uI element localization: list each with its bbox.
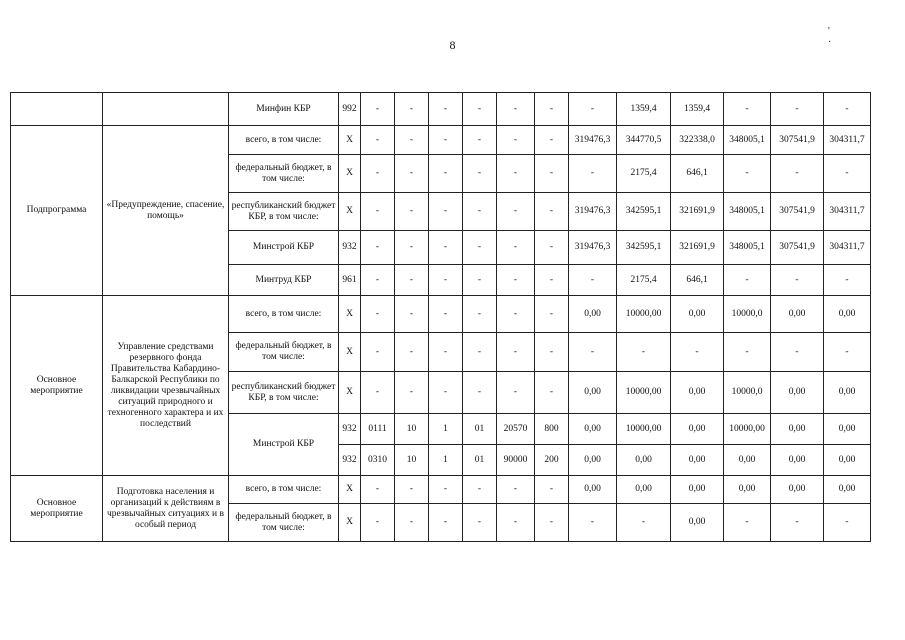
budget-code: - (395, 155, 429, 193)
budget-code: - (463, 126, 497, 155)
section-type: Основное мероприятие (11, 476, 103, 542)
funding-source: Минстрой КБР (229, 231, 339, 265)
section-type: Основное мероприятие (11, 296, 103, 476)
corner-marks: ' · (828, 26, 862, 48)
amount-value: 10000,00 (617, 296, 671, 333)
budget-code: - (463, 504, 497, 542)
amount-value: 0,00 (771, 445, 824, 476)
page-number: 8 (449, 38, 456, 52)
amount-value: 0,00 (771, 372, 824, 414)
budget-code: - (535, 504, 569, 542)
budget-code: 932 (339, 445, 361, 476)
funding-source: всего, в том числе: (229, 476, 339, 504)
funding-source: республиканский бюджет КБР, в том числе: (229, 193, 339, 231)
amount-value: - (724, 155, 771, 193)
budget-code: - (535, 296, 569, 333)
budget-code: - (395, 193, 429, 231)
amount-value: 0,00 (671, 445, 724, 476)
amount-value: - (824, 93, 871, 126)
budget-code: - (463, 296, 497, 333)
budget-code: - (429, 265, 463, 296)
amount-value: 304311,7 (824, 231, 871, 265)
budget-code: - (497, 265, 535, 296)
budget-code: - (463, 231, 497, 265)
budget-code: - (361, 193, 395, 231)
amount-value: - (724, 265, 771, 296)
amount-value: 0,00 (671, 372, 724, 414)
budget-code: - (429, 193, 463, 231)
amount-value: 307541,9 (771, 126, 824, 155)
section-name: Подготовка населения и организаций к действиям в чрезвычайных ситуациях и в особый период (103, 476, 229, 542)
amount-value: - (569, 504, 617, 542)
budget-code: - (463, 372, 497, 414)
budget-code: - (463, 93, 497, 126)
budget-code: - (429, 504, 463, 542)
budget-code: - (395, 126, 429, 155)
funding-source: Минтруд КБР (229, 265, 339, 296)
budget-code: 0310 (361, 445, 395, 476)
amount-value: 10000,00 (617, 414, 671, 445)
budget-code: - (535, 193, 569, 231)
amount-value: 0,00 (824, 414, 871, 445)
amount-value: 304311,7 (824, 193, 871, 231)
table-row (11, 93, 871, 126)
amount-value: 319476,3 (569, 126, 617, 155)
budget-code: - (395, 372, 429, 414)
amount-value: - (771, 155, 824, 193)
budget-code: - (395, 504, 429, 542)
budget-code: - (429, 155, 463, 193)
budget-code: 800 (535, 414, 569, 445)
budget-code: - (395, 265, 429, 296)
amount-value: 2175,4 (617, 265, 671, 296)
amount-value: 0,00 (724, 476, 771, 504)
amount-value: - (569, 265, 617, 296)
budget-code: - (361, 333, 395, 372)
amount-value: 10000,00 (724, 414, 771, 445)
amount-value: - (771, 504, 824, 542)
amount-value: 0,00 (569, 445, 617, 476)
budget-code: X (339, 296, 361, 333)
funding-source: всего, в том числе: (229, 296, 339, 333)
amount-value: 342595,1 (617, 193, 671, 231)
amount-value: 0,00 (824, 296, 871, 333)
amount-value: 10000,0 (724, 372, 771, 414)
budget-code: - (497, 476, 535, 504)
section-type (11, 93, 103, 126)
budget-code: 01 (463, 445, 497, 476)
amount-value: 348005,1 (724, 126, 771, 155)
budget-code: - (497, 126, 535, 155)
amount-value: 344770,5 (617, 126, 671, 155)
amount-value: - (824, 265, 871, 296)
budget-code: - (361, 93, 395, 126)
funding-source: всего, в том числе: (229, 126, 339, 155)
funding-source: Минстрой КБР (229, 414, 339, 476)
budget-code: X (339, 476, 361, 504)
amount-value: 0,00 (671, 476, 724, 504)
amount-value: 0,00 (824, 445, 871, 476)
budget-code: - (361, 296, 395, 333)
budget-code: - (429, 126, 463, 155)
budget-code: - (497, 231, 535, 265)
amount-value: - (569, 155, 617, 193)
amount-value: 646,1 (671, 265, 724, 296)
amount-value: 0,00 (617, 445, 671, 476)
budget-code: - (361, 476, 395, 504)
amount-value: - (617, 504, 671, 542)
budget-code: - (497, 333, 535, 372)
funding-source: федеральный бюджет, в том числе: (229, 155, 339, 193)
budget-code: - (361, 372, 395, 414)
budget-code: - (429, 372, 463, 414)
budget-code: - (497, 296, 535, 333)
budget-code: X (339, 504, 361, 542)
amount-value: - (724, 333, 771, 372)
amount-value: - (824, 333, 871, 372)
budget-code: - (395, 476, 429, 504)
budget-code: - (535, 126, 569, 155)
budget-code: X (339, 126, 361, 155)
amount-value: 342595,1 (617, 231, 671, 265)
amount-value: - (824, 504, 871, 542)
budget-code: - (361, 126, 395, 155)
budget-code: - (361, 265, 395, 296)
budget-code: - (429, 296, 463, 333)
amount-value: 348005,1 (724, 231, 771, 265)
budget-code: 10 (395, 414, 429, 445)
amount-value: 1359,4 (671, 93, 724, 126)
table-row (11, 296, 871, 333)
amount-value: 321691,9 (671, 193, 724, 231)
amount-value: 307541,9 (771, 231, 824, 265)
budget-code: - (535, 476, 569, 504)
amount-value: - (724, 93, 771, 126)
budget-code: 932 (339, 231, 361, 265)
budget-code: X (339, 155, 361, 193)
budget-code: 200 (535, 445, 569, 476)
section-type: Подпрограмма (11, 126, 103, 296)
budget-code: - (535, 155, 569, 193)
table-body (11, 93, 871, 542)
amount-value: 0,00 (569, 296, 617, 333)
amount-value: 321691,9 (671, 231, 724, 265)
budget-code: 90000 (497, 445, 535, 476)
amount-value: 0,00 (671, 504, 724, 542)
budget-code: - (361, 504, 395, 542)
amount-value: 0,00 (771, 414, 824, 445)
amount-value: 307541,9 (771, 193, 824, 231)
budget-code: - (497, 155, 535, 193)
section-name: Управление средствами резервного фонда Правительства Кабардино-Балкарской Республики по ликвидации чрезвычайных ситуаций природного и техногенного характера и их последствий (103, 296, 229, 476)
budget-code: - (463, 476, 497, 504)
amount-value: 322338,0 (671, 126, 724, 155)
budget-code: - (535, 231, 569, 265)
amount-value: 304311,7 (824, 126, 871, 155)
amount-value: 1359,4 (617, 93, 671, 126)
amount-value: - (671, 333, 724, 372)
budget-table (10, 92, 871, 542)
budget-code: 0111 (361, 414, 395, 445)
budget-code: - (395, 231, 429, 265)
amount-value: 0,00 (569, 414, 617, 445)
budget-code: X (339, 372, 361, 414)
budget-code: - (429, 476, 463, 504)
amount-value: - (569, 333, 617, 372)
table-row (11, 476, 871, 504)
budget-code: - (429, 93, 463, 126)
amount-value: 10000,0 (724, 296, 771, 333)
budget-code: - (361, 231, 395, 265)
amount-value: - (771, 265, 824, 296)
amount-value: 10000,00 (617, 372, 671, 414)
funding-source: Минфин КБР (229, 93, 339, 126)
amount-value: 319476,3 (569, 193, 617, 231)
amount-value: - (824, 155, 871, 193)
budget-code: - (497, 372, 535, 414)
amount-value: 0,00 (824, 476, 871, 504)
budget-code: 01 (463, 414, 497, 445)
amount-value: 0,00 (617, 476, 671, 504)
amount-value: 0,00 (771, 476, 824, 504)
amount-value: 0,00 (569, 476, 617, 504)
section-name (103, 93, 229, 126)
amount-value: 0,00 (724, 445, 771, 476)
budget-code: 1 (429, 414, 463, 445)
amount-value: 0,00 (671, 296, 724, 333)
budget-code: 932 (339, 414, 361, 445)
budget-code: - (497, 504, 535, 542)
budget-code: - (497, 193, 535, 231)
amount-value: 0,00 (824, 372, 871, 414)
budget-code: - (463, 193, 497, 231)
budget-code: - (463, 265, 497, 296)
budget-code: X (339, 333, 361, 372)
budget-code: 992 (339, 93, 361, 126)
budget-code: - (429, 231, 463, 265)
amount-value: 348005,1 (724, 193, 771, 231)
budget-code: - (395, 93, 429, 126)
amount-value: - (569, 93, 617, 126)
amount-value: - (771, 333, 824, 372)
amount-value: - (771, 93, 824, 126)
table-row (11, 126, 871, 155)
budget-code: 1 (429, 445, 463, 476)
budget-code: - (463, 333, 497, 372)
budget-code: - (463, 155, 497, 193)
amount-value: - (617, 333, 671, 372)
budget-code: - (395, 333, 429, 372)
amount-value: 0,00 (671, 414, 724, 445)
amount-value: 2175,4 (617, 155, 671, 193)
budget-code: - (361, 155, 395, 193)
budget-code: - (535, 265, 569, 296)
funding-source: федеральный бюджет, в том числе: (229, 504, 339, 542)
amount-value: - (724, 504, 771, 542)
budget-code: - (395, 296, 429, 333)
section-name: «Предупреждение, спасение, помощь» (103, 126, 229, 296)
funding-source: республиканский бюджет КБР, в том числе: (229, 372, 339, 414)
budget-code: - (535, 372, 569, 414)
amount-value: 0,00 (771, 296, 824, 333)
budget-code: - (497, 93, 535, 126)
amount-value: 319476,3 (569, 231, 617, 265)
budget-code: X (339, 193, 361, 231)
budget-code: 20570 (497, 414, 535, 445)
budget-code: 10 (395, 445, 429, 476)
budget-code: - (535, 93, 569, 126)
budget-code: - (429, 333, 463, 372)
budget-code: 961 (339, 265, 361, 296)
amount-value: 0,00 (569, 372, 617, 414)
funding-source: федеральный бюджет, в том числе: (229, 333, 339, 372)
budget-code: - (535, 333, 569, 372)
amount-value: 646,1 (671, 155, 724, 193)
